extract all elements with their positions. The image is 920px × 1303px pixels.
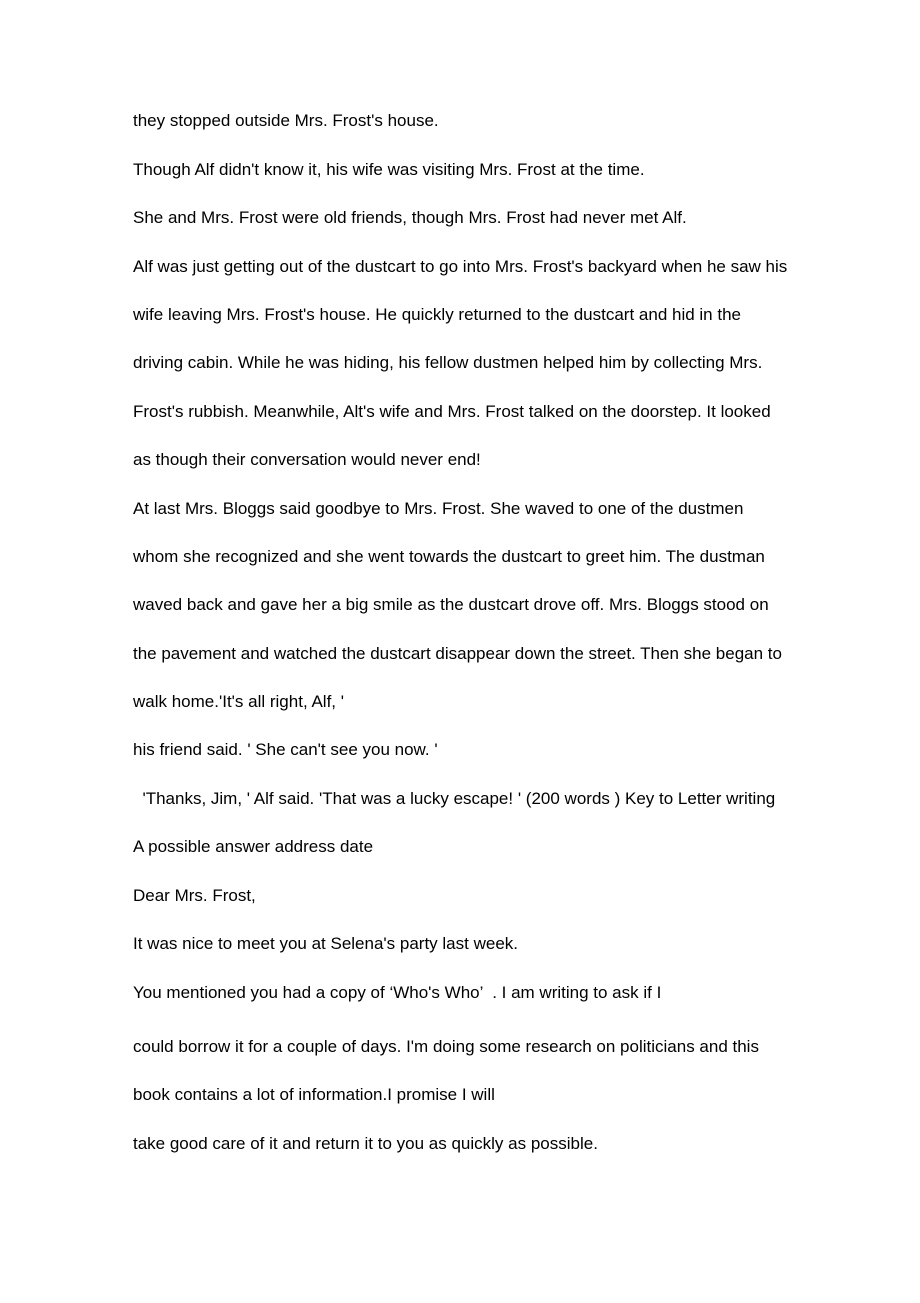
text-line-1: they stopped outside Mrs. Frost's house. [133, 111, 439, 130]
text-line-18: It was nice to meet you at Selena's party last week. [133, 934, 518, 953]
text-line-21: book contains a lot of information.I promise I will [133, 1085, 495, 1104]
salutation-line: Dear Mrs. Frost, [133, 886, 256, 905]
text-line-13: walk home.'It's all right, Alf, ' [133, 692, 344, 711]
text-line-11: waved back and gave her a big smile as the dustcart drove off. Mrs. Bloggs stood on [133, 595, 769, 614]
text-line-4: Alf was just getting out of the dustcart to go into Mrs. Frost's backyard when he saw his [133, 257, 788, 276]
text-line-7: Frost's rubbish. Meanwhile, Alt's wife and Mrs. Frost talked on the doorstep. It looked [133, 402, 771, 421]
text-line-6: driving cabin. While he was hiding, his fellow dustmen helped him by collecting Mrs. [133, 353, 763, 372]
text-line-19: You mentioned you had a copy of ‘Who's Who’ . I am writing to ask if I [133, 983, 662, 1002]
text-line-20: could borrow it for a couple of days. I'm doing some research on politicians and this [133, 1037, 759, 1056]
text-line-16: A possible answer address date [133, 837, 374, 856]
text-line-15: 'Thanks, Jim, ' Alf said. 'That was a lucky escape! ' (200 words ) Key to Letter writing [133, 789, 776, 808]
text-line-10: whom she recognized and she went towards the dustcart to greet him. The dustman [133, 547, 765, 566]
text-line-2: Though Alf didn't know it, his wife was visiting Mrs. Frost at the time. [133, 160, 645, 179]
text-line-5: wife leaving Mrs. Frost's house. He quickly returned to the dustcart and hid in the [133, 305, 741, 324]
text-line-8: as though their conversation would never end! [133, 450, 481, 469]
text-line-14: his friend said. ' She can't see you now. ' [133, 740, 438, 759]
text-line-9: At last Mrs. Bloggs said goodbye to Mrs. Frost. She waved to one of the dustmen [133, 499, 744, 518]
text-line-22: take good care of it and return it to you as quickly as possible. [133, 1134, 598, 1153]
text-line-12: the pavement and watched the dustcart disappear down the street. Then she began to [133, 644, 782, 663]
text-line-3: She and Mrs. Frost were old friends, though Mrs. Frost had never met Alf. [133, 208, 687, 227]
